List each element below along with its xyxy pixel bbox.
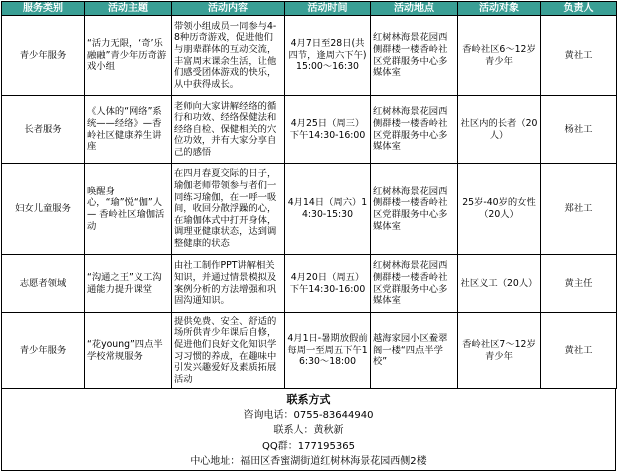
header-audience: 活动对象 (458, 2, 541, 16)
contact-section (1, 389, 616, 471)
header-location: 活动地点 (371, 2, 458, 16)
cell-location: 红树林海景花园西侧群楼一楼香岭社区党群服务中心多媒体室 (371, 164, 458, 255)
cell-lead: 黄社工 (541, 16, 617, 96)
cell-time: 4月14日（周六）14:30-15:30 (285, 164, 371, 255)
table-row (2, 16, 617, 96)
cell-theme: “花young”四点半学校常规服务 (85, 313, 172, 389)
cell-time: 4月1日-暑期放假前每周一至周五下午16:30～18:00 (285, 313, 371, 389)
header-time: 活动时间 (285, 2, 371, 16)
cell-location: 红树林海景花园西侧群楼一楼香岭社区党群服务中心多媒体室 (371, 96, 458, 164)
contact-address: 中心地址：福田区香蜜湖街道红树林海景花园西侧2楼 (190, 456, 427, 468)
table-row (2, 96, 617, 164)
cell-theme: 唤醒身心，“瑜”悦“伽”人 — 香岭社区瑜伽活动 (85, 164, 172, 255)
cell-lead: 杨社工 (541, 96, 617, 164)
contact-person: 联系人：黄秋新 (273, 425, 344, 437)
cell-category: 青少年服务 (2, 16, 85, 96)
contact-phone: 咨询电话：0755-83644940 (243, 409, 374, 421)
cell-audience: 社区义工（20人） (458, 255, 541, 313)
cell-lead: 黄主任 (541, 255, 617, 313)
cell-audience: 香岭社区7～12岁青少年 (458, 313, 541, 389)
cell-lead: 郑社工 (541, 164, 617, 255)
header-row (2, 2, 617, 16)
cell-content: 提供免费、安全、舒适的场所供青少年课后自修，促进他们良好文化知识学习习惯的养成，在趣味中引发兴趣爱好及素质拓展活动 (172, 313, 285, 389)
cell-location: 越海家园小区鲞翠阁一楼“四点半学校” (371, 313, 458, 389)
cell-theme: “活力无限，‘奇’乐融融”青少年历奇游戏小组 (85, 16, 172, 96)
cell-time: 4月20日（周五）下午14:30-16:00 (285, 255, 371, 313)
table-row (2, 313, 617, 389)
cell-category: 长者服务 (2, 96, 85, 164)
cell-audience: 社区内的长者（20人） (458, 96, 541, 164)
cell-content: 带领小组成员一同参与4-8种历奇游戏，促进他们与朋辈群体的互动交流，丰富周末课余生活，让他们感受团体游戏的快乐，从中获得成长。 (172, 16, 285, 96)
contact-qq: QQ群：177195365 (261, 440, 355, 452)
activity-schedule-table (1, 1, 617, 389)
header-theme: 活动主题 (85, 2, 172, 16)
cell-audience: 香岭社区6～12岁青少年 (458, 16, 541, 96)
cell-theme: “沟通之王”义工沟通能力提升课堂 (85, 255, 172, 313)
cell-lead: 黄社工 (541, 313, 617, 389)
cell-time: 4月25日（周三）下午14:30-16:00 (285, 96, 371, 164)
cell-category: 志愿者领域 (2, 255, 85, 313)
header-content: 活动内容 (172, 2, 285, 16)
cell-theme: 《人体的“网络”系统——经络》—香岭社区健康养生讲座 (85, 96, 172, 164)
cell-category: 妇女儿童服务 (2, 164, 85, 255)
cell-content: 由社工制作PPT讲解相关知识，并通过情景模拟及案例分析的方法增强和巩固沟通知识。 (172, 255, 285, 313)
header-lead: 负责人 (541, 2, 617, 16)
cell-location: 红树林海景花园西侧群楼一楼香岭社区党群服务中心多媒体室 (371, 255, 458, 313)
cell-category: 青少年服务 (2, 313, 85, 389)
table-row (2, 255, 617, 313)
cell-content: 老师向大家讲解经络的循行和功效、经络保健法和经络自检、保健相关的穴位功效，并有大家分享自己的感悟 (172, 96, 285, 164)
header-category: 服务类别 (2, 2, 85, 16)
contact-title: 联系方式 (286, 393, 331, 406)
cell-audience: 25岁-40岁的女性（20人） (458, 164, 541, 255)
cell-content: 在四月春夏交际的日子，瑜伽老师带领参与者们一同练习瑜伽，在一呼一吸间，收回分散浮躁的心，在瑜伽体式中打开身体，调理亚健康状态，达到调整健康的状态 (172, 164, 285, 255)
cell-time: 4月7日至28日(共四节，逢周六下午)15:00～16:30 (285, 16, 371, 96)
table-row (2, 164, 617, 255)
cell-location: 红树林海景花园西侧群楼一楼香岭社区党群服务中心多媒体室 (371, 16, 458, 96)
